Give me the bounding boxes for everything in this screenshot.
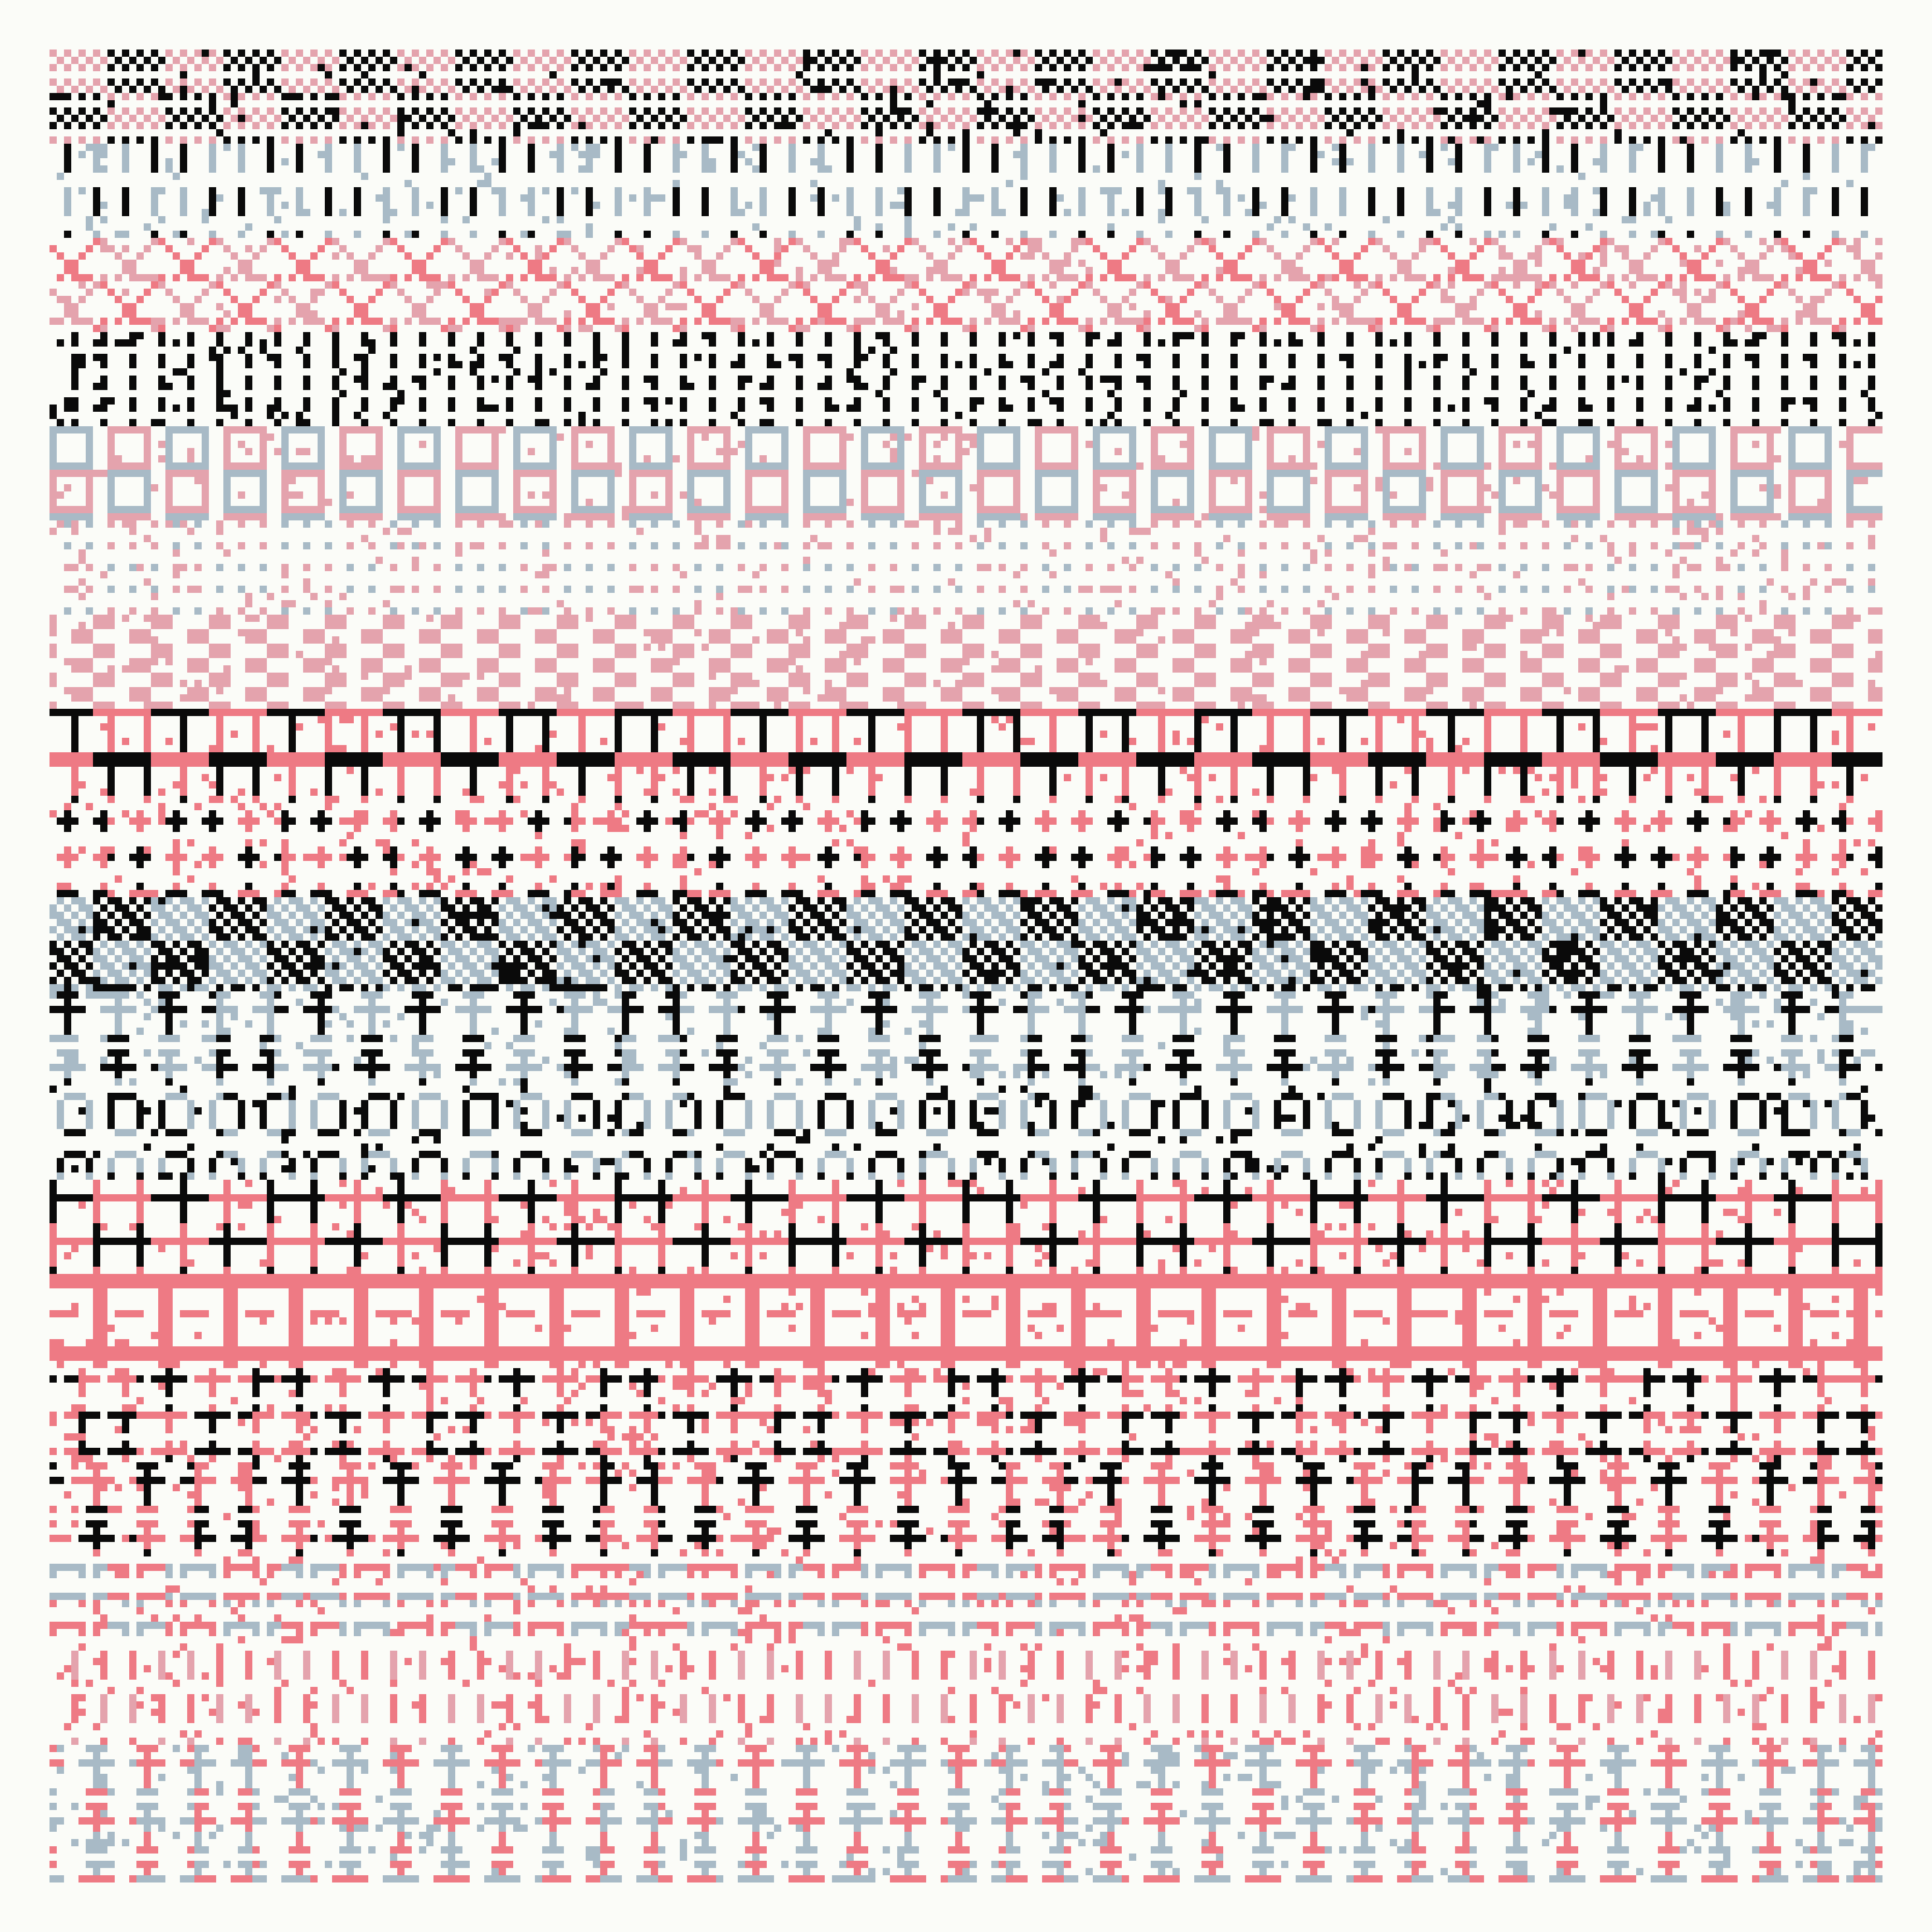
pattern-band-x-figures [50,238,1882,332]
pattern-band-plus-stripes [50,803,1882,897]
pattern-band-dense-grid [50,897,1882,991]
pattern-band-rings [50,1086,1882,1180]
pattern-band-crosses [50,1368,1882,1462]
pattern-band-blocks [50,615,1882,709]
pattern-band-bars [57,144,1875,238]
pattern-band-bars [57,1651,1882,1745]
pattern-band-cross-stitch [50,50,1882,144]
pattern-band-figures [50,991,1882,1086]
pattern-band-ticks [50,332,1882,426]
pattern-band-windows [50,1274,1882,1368]
pattern-band-stars [50,1180,1882,1274]
pattern-band-figures [50,1745,1882,1882]
pattern-band-boxes [50,426,1882,520]
pattern-band-lattice [50,709,1882,803]
pattern-band-dots [50,520,1882,615]
pattern-band-figures [50,1462,1882,1556]
pattern-band-chains [50,1556,1882,1651]
